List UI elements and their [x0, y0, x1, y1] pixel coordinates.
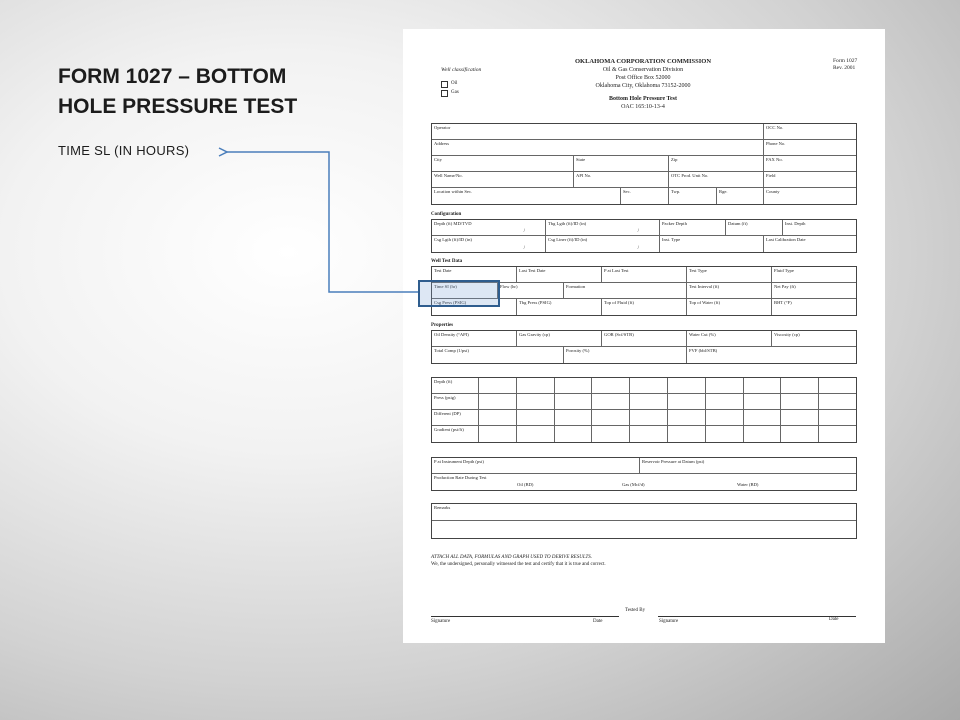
gradient-cell — [781, 378, 819, 393]
division-name: Oil & Gas Conservation Division — [602, 67, 684, 73]
agency-name: OKLAHOMA CORPORATION COMMISSION — [574, 58, 712, 65]
gradient-cell — [819, 410, 856, 425]
field-fvf: FVF (bbl/STB) — [689, 348, 718, 353]
field-flow-hr: Flow (hr) — [498, 283, 564, 298]
gradient-cell — [668, 394, 706, 409]
field-zip: Zip — [669, 156, 764, 171]
gradient-cell — [706, 426, 744, 442]
gradient-cell — [706, 394, 744, 409]
field-address: Address — [432, 140, 764, 155]
well-classification-label: Well classification — [441, 67, 482, 73]
field-rge: Rge. — [717, 188, 764, 204]
gradient-cell — [555, 426, 593, 442]
field-twp: Twp. — [669, 188, 717, 204]
gas-checkbox-label: Gas — [451, 90, 459, 95]
form-1027-scan — [403, 29, 885, 643]
gradient-cell — [517, 394, 555, 409]
gradient-cell — [706, 410, 744, 425]
field-gor: GOR (Scf/STB) — [602, 331, 687, 346]
gradient-cell — [744, 378, 782, 393]
field-inst-depth: Inst. Depth — [785, 221, 806, 226]
gradient-cell — [668, 410, 706, 425]
gradient-cell — [744, 394, 782, 409]
gradient-row-label: Press (psig) — [432, 394, 479, 409]
field-sec: Sec. — [621, 188, 669, 204]
well-test-heading: Well Test Data — [431, 259, 463, 264]
configuration-heading: Configuration — [431, 212, 462, 217]
gradient-row — [432, 410, 856, 426]
field-occ-no: OCC No. — [766, 125, 784, 130]
field-formation: Formation — [564, 283, 687, 298]
date-label-left: Date — [593, 619, 603, 624]
attach-instruction: ATTACH ALL DATA, FORMULAS AND GRAPH USED TO DERIVE RESULTS. — [431, 555, 593, 560]
field-county: County — [766, 189, 780, 194]
field-p-at-instrument-depth: P at Instrument Depth (psi) — [432, 458, 640, 473]
gradient-table — [431, 377, 857, 443]
gradient-cell — [592, 378, 630, 393]
gradient-cell — [555, 378, 593, 393]
gradient-cell — [630, 394, 668, 409]
gradient-cell — [592, 394, 630, 409]
field-top-of-water: Top of Water (ft) — [687, 299, 772, 315]
field-inst-type: Inst. Type — [660, 236, 764, 252]
gradient-row-label: Gradient (psi/ft) — [432, 426, 479, 442]
field-csg-length: Csg Lgth (ft)/ID (in) / — [432, 236, 546, 252]
gradient-cell — [781, 426, 819, 442]
certification-text — [431, 554, 606, 568]
field-gas-gravity: Gas Gravity (cp) — [517, 331, 602, 346]
field-time-si: Time SI (hr) — [432, 283, 498, 298]
gradient-cell — [555, 394, 593, 409]
oil-checkbox-label: Oil — [451, 81, 458, 86]
signature-line-right — [658, 616, 856, 617]
gradient-cell — [781, 394, 819, 409]
form-revision: Rev. 2001 — [833, 65, 856, 71]
remarks-box — [431, 503, 857, 539]
field-last-test-date: Last Test Date — [517, 267, 602, 282]
gradient-cell — [555, 410, 593, 425]
gradient-cell — [744, 410, 782, 425]
signature-label-left: Signature — [431, 619, 451, 624]
configuration-grid — [431, 219, 857, 253]
slide-title — [58, 62, 388, 122]
field-reservoir-pressure-datum: Reservoir Pressure at Datum (psi) — [642, 459, 705, 464]
field-depth-md-tvd: Depth (ft) MD/TVD / — [432, 220, 546, 235]
field-test-date: Test Date — [432, 267, 517, 282]
field-well-name: Well Name/No. — [432, 172, 574, 187]
remarks-line-2 — [432, 521, 856, 538]
field-bht: BHT (°F) — [774, 300, 792, 305]
gradient-cell — [781, 410, 819, 425]
field-field: Field — [766, 173, 776, 178]
form-number: Form 1027 — [833, 58, 858, 64]
field-last-calibration: Last Calibration Date — [766, 237, 806, 242]
slide-title-line-1: FORM 1027 – BOTTOM — [58, 65, 287, 88]
gradient-cell — [630, 378, 668, 393]
time-si-highlight-box — [418, 280, 500, 307]
field-state: State — [574, 156, 669, 171]
gradient-row — [432, 426, 856, 442]
field-net-pay: Net Pay (ft) — [774, 284, 796, 289]
gradient-cell — [630, 410, 668, 425]
field-total-comp: Total Comp (1/psi) — [432, 347, 564, 363]
field-top-of-fluid: Top of Fluid (ft) — [602, 299, 687, 315]
general-info-grid — [431, 123, 857, 205]
reservoir-grid — [431, 457, 857, 491]
field-operator: Operator — [432, 124, 764, 139]
field-fluid-type: Fluid Type — [774, 268, 794, 273]
gradient-cell — [517, 426, 555, 442]
field-remarks: Remarks — [434, 505, 451, 510]
field-csg-liner: Csg Liner (ft)/ID (in) / — [546, 236, 660, 252]
gas-checkbox — [441, 90, 448, 97]
gradient-cell — [479, 394, 517, 409]
gradient-row-label: Different (DP) — [432, 410, 479, 425]
date-label-right: Date — [829, 617, 839, 622]
field-tbg-length: Tbg Lgth (ft)/ID (in) / — [546, 220, 660, 235]
field-tbg-press: Tbg Press (PSIG) — [517, 299, 602, 315]
field-datum: Datum (ft) — [726, 220, 783, 235]
gradient-row — [432, 394, 856, 410]
form-number-block — [833, 58, 857, 72]
slide-title-line-2: HOLE PRESSURE TEST — [58, 95, 298, 118]
field-viscosity: Viscosity (cp) — [774, 332, 800, 337]
field-location: Location within Sec. — [432, 188, 621, 204]
gradient-cell — [819, 394, 856, 409]
form-title: Bottom Hole Pressure Test — [609, 96, 677, 102]
field-oil-density: Oil Density (°API) — [432, 331, 517, 346]
gradient-cell — [706, 378, 744, 393]
gradient-cell — [479, 378, 517, 393]
gradient-cell — [744, 426, 782, 442]
field-phone-no: Phone No. — [766, 141, 786, 146]
certify-statement: We, the undersigned, personally witnessed the test and certify that it is true and correct. — [431, 562, 606, 567]
field-city: City — [432, 156, 574, 171]
po-box: Post Office Box 52000 — [615, 75, 671, 81]
signature-line-left — [431, 616, 619, 617]
field-test-interval: Test Interval (ft) — [687, 283, 772, 298]
field-p-at-last-test: P at Last Test — [602, 267, 687, 282]
gradient-cell — [592, 426, 630, 442]
properties-grid — [431, 330, 857, 364]
gradient-cell — [819, 378, 856, 393]
field-water-cut: Water Cut (%) — [687, 331, 772, 346]
properties-heading: Properties — [431, 323, 454, 328]
gradient-cell — [630, 426, 668, 442]
gradient-cell — [517, 410, 555, 425]
field-api-no: API No. — [574, 172, 669, 187]
field-production-rate: Production Rate During Test Oil (BD) Gas (Mcf/d) Water (BD) — [434, 475, 759, 487]
field-packer-depth: Packer Depth — [660, 220, 726, 235]
gradient-cell — [592, 410, 630, 425]
oil-checkbox — [441, 81, 448, 88]
gradient-cell — [517, 378, 555, 393]
city-line: Oklahoma City, Oklahoma 73152-2000 — [595, 83, 691, 89]
gradient-cell — [479, 426, 517, 442]
tested-by-label: Tested By — [625, 608, 646, 613]
oac-reference: OAC 165:10-13-4 — [621, 104, 665, 110]
gradient-row — [432, 378, 856, 394]
gradient-cell — [668, 426, 706, 442]
signature-label-right: Signature — [659, 619, 679, 624]
form-header — [553, 58, 733, 111]
field-test-type: Test Type — [687, 267, 772, 282]
callout-caption: TIME SL (IN HOURS) — [58, 143, 190, 158]
gradient-cell — [479, 410, 517, 425]
field-fax-no: FAX No. — [766, 157, 783, 162]
field-otc-unit-no: OTC Prod. Unit No. — [669, 172, 764, 187]
gradient-cell — [819, 426, 856, 442]
field-porosity: Porosity (%) — [564, 347, 687, 363]
field-csg-press: Csg Press (PSIG) — [432, 299, 517, 315]
gradient-row-label: Depth (ft) — [432, 378, 479, 393]
gradient-cell — [668, 378, 706, 393]
